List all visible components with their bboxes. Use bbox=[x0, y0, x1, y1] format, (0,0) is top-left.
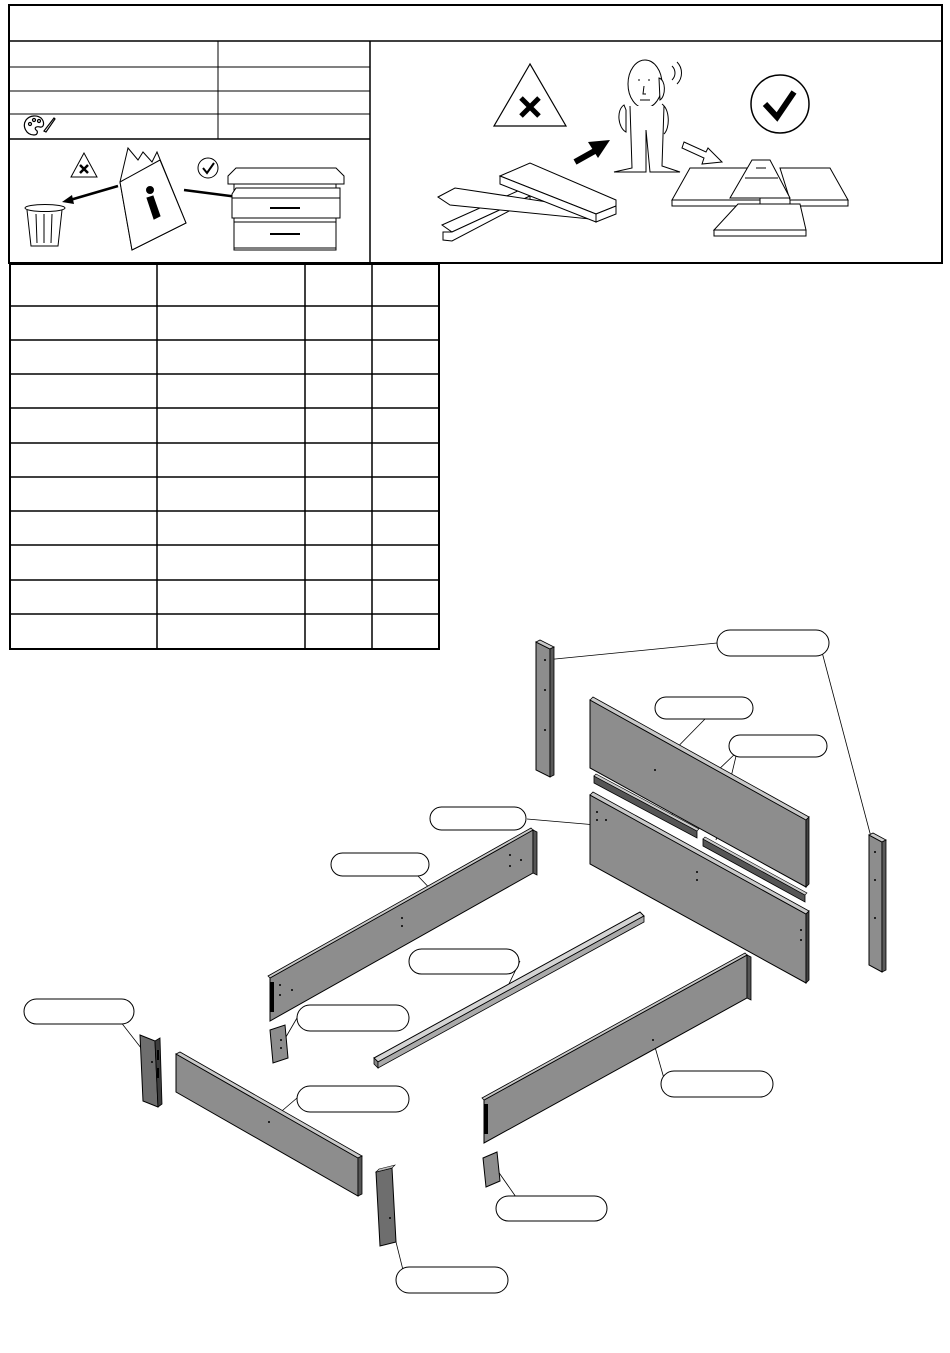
callout-bubble bbox=[655, 697, 753, 719]
trash-bin-icon bbox=[25, 205, 65, 247]
headboard-post-left bbox=[536, 640, 554, 777]
foot-post-right bbox=[376, 1165, 396, 1246]
callout-bubble bbox=[297, 1086, 409, 1112]
callout-bubble bbox=[717, 630, 829, 656]
footboard-panel bbox=[176, 1052, 362, 1196]
messy-boards bbox=[438, 163, 616, 241]
info-manual-icon bbox=[120, 148, 186, 250]
callout-labels bbox=[24, 630, 829, 1293]
callout-bubble bbox=[496, 1196, 607, 1221]
parts-table bbox=[10, 264, 439, 649]
arrow-solid bbox=[575, 140, 610, 162]
callout-bubble bbox=[396, 1267, 508, 1293]
small-block-front bbox=[483, 1152, 500, 1187]
warning-triangle-x-icon bbox=[71, 153, 97, 177]
callout-bubble bbox=[661, 1071, 773, 1097]
arrow-hollow bbox=[682, 142, 722, 164]
phone-person-icon bbox=[614, 60, 682, 172]
palette-brush-icon bbox=[24, 116, 55, 135]
arrow-left-to-bin bbox=[62, 186, 118, 204]
foot-post-left bbox=[140, 1035, 162, 1107]
callout-bubble bbox=[409, 949, 519, 974]
checkmark-circle-icon bbox=[198, 158, 218, 178]
headboard-post-right bbox=[869, 833, 886, 972]
checkmark-circle-icon bbox=[751, 75, 809, 133]
callout-bubble bbox=[331, 853, 429, 876]
callout-bubble bbox=[729, 735, 827, 757]
drawer-cabinet-icon bbox=[228, 168, 344, 250]
warning-triangle-x-icon bbox=[494, 64, 566, 126]
callout-bubble bbox=[430, 807, 526, 830]
callout-bubble bbox=[24, 999, 134, 1024]
organized-boards bbox=[672, 160, 848, 236]
small-block-center bbox=[270, 1025, 288, 1063]
callout-bubble bbox=[297, 1005, 409, 1031]
